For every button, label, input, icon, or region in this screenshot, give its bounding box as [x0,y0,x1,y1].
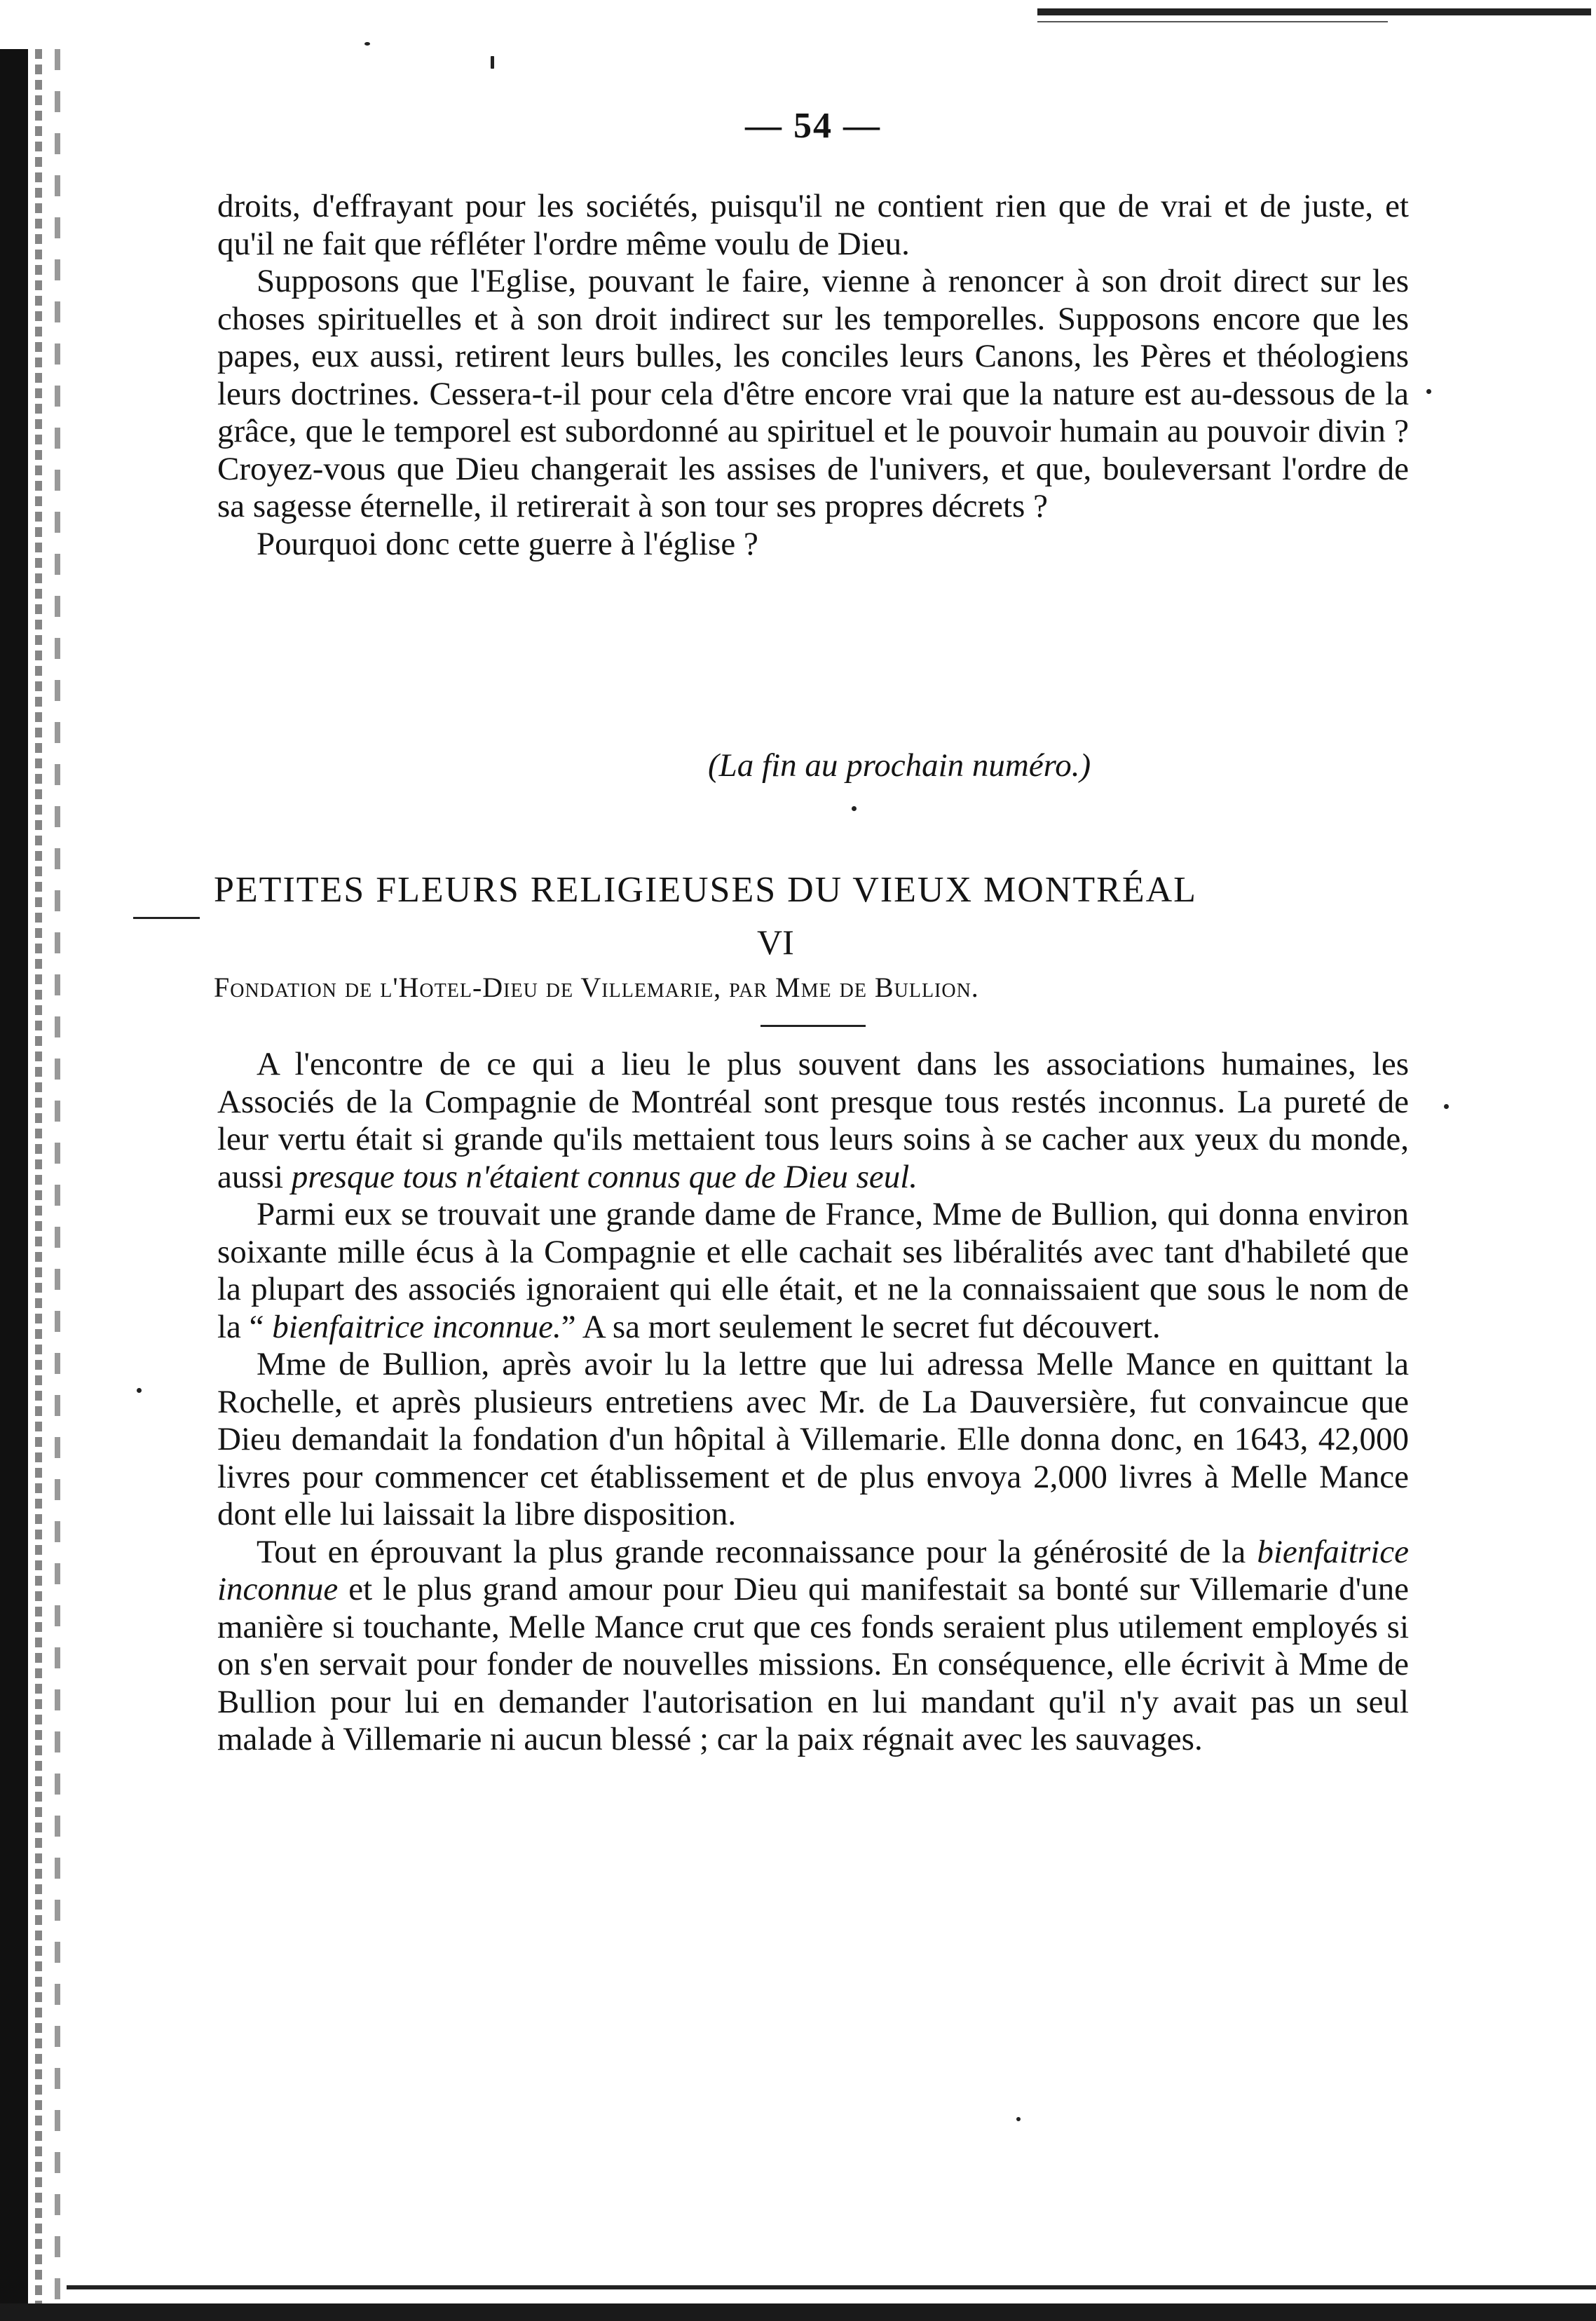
paragraph-text: Parmi eux se trouvait une grande dame de France, Mme de Bullion, qui donna environ soixante mille écus à la Compagnie et elle cachait ses libéralités avec tant d'habileté que la plupart des associés ignoraient qui elle était, et ne la connaissaient que sous le nom de la “ [217,1196,1409,1345]
divider [761,1025,866,1027]
paragraph [217,1534,1409,1759]
emphasis-text: bienfaitrice inconnue. [272,1308,561,1345]
paragraph-text: et le plus grand amour pour Dieu qui manifestait sa bonté sur Villemarie d'une manière si touchante, Melle Mance crut que ces fonds seraient plus utilement employés si on s'en servait pour fonder de nouvelles missions. En conséquence, elle écrivit à Mme de Bullion pour lui en demander l'autorisation en lui mandant qu'il n'y avait pas un seul malade à Villemarie ni aucun blessé ; car la paix régnait avec les sauvages. [217,1571,1409,1757]
scan-binding-shadow [35,49,42,2321]
continued-article [217,188,1409,563]
scan-top-edge [1037,8,1591,15]
scan-top-edge [1037,21,1388,22]
scan-binding-edge [0,49,28,2321]
scan-speck [1444,1104,1449,1109]
paragraph: Pourquoi donc cette guerre à l'église ? [257,525,758,562]
page-number: — 54 — [745,106,881,146]
scan-speck [1016,2117,1021,2121]
paragraph-text: Tout en éprouvant la plus grande reconnaissance pour la générosité de la [257,1533,1257,1570]
section-subtitle: Fondation de l'Hotel-Dieu de Villemarie, par Mme de Bullion. [214,972,979,1003]
continuation-note: (La fin au prochain numéro.) [708,747,1091,784]
heading-margin-rule [133,917,200,919]
paragraph [217,1196,1409,1346]
scan-speck [137,1388,142,1393]
section-body [217,1046,1409,1759]
scan-speck [364,42,370,46]
section-number: VI [757,923,794,962]
scan-speck [491,56,494,69]
paragraph-text: Mme de Bullion, après avoir lu la lettre que lui adressa Melle Mance en quittant la Rochelle, et après plusieurs entretiens avec Mr. de La Dauversière, fut convaincue que Dieu demandait la fondation d'un hôpital à Villemarie. Elle donna donc, en 1643, 42,000 livres pour commencer cet établissement et de plus envoya 2,000 livres à Melle Mance dont elle lui laissait la libre disposition. [217,1346,1409,1532]
scan-bottom-edge [67,2285,1596,2289]
paragraph: Supposons que l'Eglise, pouvant le faire, vienne à renoncer à son droit direct sur les choses spirituelles et à son droit indirect sur les temporelles. Supposons encore que les papes, eux aussi, retirent leurs bulles, les conciles leurs Canons, les Pères et théologiens leurs doctrines. Cessera-t-il pour cela d'être encore vrai que la nature est au-dessous de la grâce, que le temporel est subordonné au spirituel et le pouvoir humain au pouvoir divin ? Croyez-vous que Dieu changerait les assises de l'univers, et que, bouleversant l'ordre de sa sagesse éternelle, il retirerait à son tour ses propres décrets ? [217,263,1409,524]
scan-binding-shadow [55,49,60,2321]
paragraph: droits, d'effrayant pour les sociétés, puisqu'il ne contient rien que de vrai et de juste, et qu'il ne fait que réfléter l'ordre même voulu de Dieu. [217,188,1409,262]
paragraph [217,1046,1409,1196]
paragraph [217,1346,1409,1534]
section-title: PETITES FLEURS RELIGIEUSES DU VIEUX MONTRÉAL [214,870,1197,910]
paragraph-text: ” A sa mort seulement le secret fut découvert. [561,1308,1161,1345]
emphasis-text: bienfaitrice inconnue [217,1533,1409,1607]
scan-speck [1426,389,1431,394]
emphasis-text: presque tous n'étaient connus que de Dieu seul. [291,1158,918,1195]
scan-speck [852,806,857,811]
paragraph-text: A l'encontre de ce qui a lieu le plus souvent dans les associations humaines, les Associés de la Compagnie de Montréal sont presque tous restés inconnus. La pureté de leur vertu était si grande qu'ils mettaient tous leurs soins à se cacher aux yeux du monde, aussi [217,1046,1409,1195]
scan-bottom-edge [0,2303,1596,2321]
